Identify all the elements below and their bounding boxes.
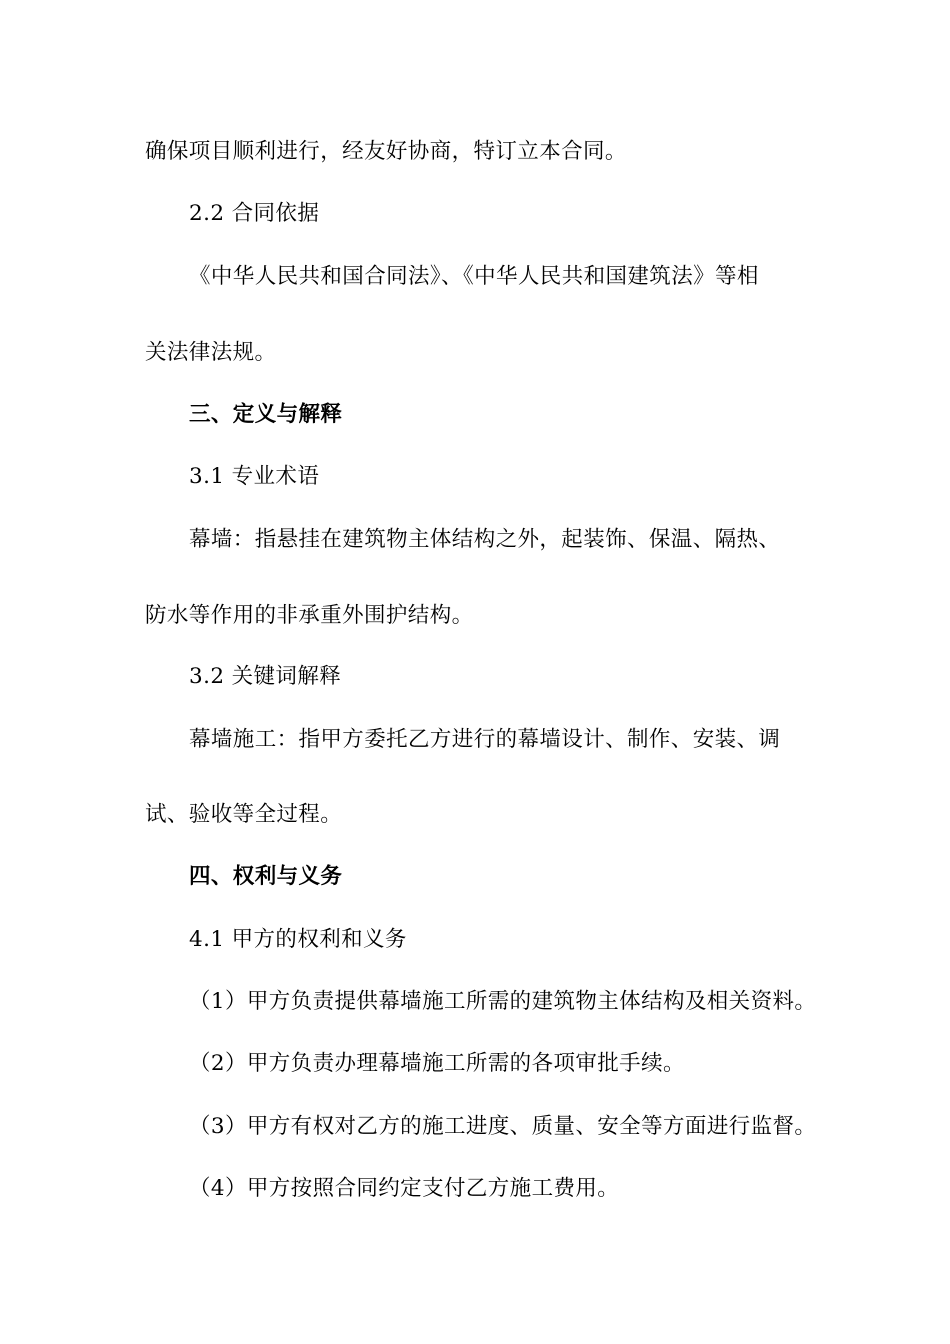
clause-heading-4-1: 4.1 甲方的权利和义务 [189,927,407,952]
section-heading-3: 三、定义与解释 [189,402,343,427]
list-item: （3）甲方有权对乙方的施工进度、质量、安全等方面进行监督。 [189,1114,817,1139]
paragraph-continuation: 防水等作用的非承重外围护结构。 [145,603,474,628]
section-heading-4: 四、权利与义务 [189,864,343,889]
list-item: （2）甲方负责办理幕墙施工所需的各项审批手续。 [189,1051,685,1076]
clause-heading-3-2: 3.2 关键词解释 [189,664,342,689]
paragraph-text: 《中华人民共和国合同法》、《中华人民共和国建筑法》等相 [189,264,759,289]
paragraph-text: 幕墙施工：指甲方委托乙方进行的幕墙设计、制作、安装、调 [189,727,781,752]
clause-heading-2-2: 2.2 合同依据 [189,201,320,226]
paragraph-text: 幕墙：指悬挂在建筑物主体结构之外，起装饰、保温、隔热、 [189,527,781,552]
paragraph-continuation: 试、验收等全过程。 [145,802,343,827]
paragraph-continuation: 关法律法规。 [145,340,277,365]
paragraph-continuation: 确保项目顺利进行，经友好协商，特订立本合同。 [145,139,627,164]
list-item: （1）甲方负责提供幕墙施工所需的建筑物主体结构及相关资料。 [189,989,817,1014]
list-item: （4）甲方按照合同约定支付乙方施工费用。 [189,1176,620,1201]
clause-heading-3-1: 3.1 专业术语 [189,464,320,489]
